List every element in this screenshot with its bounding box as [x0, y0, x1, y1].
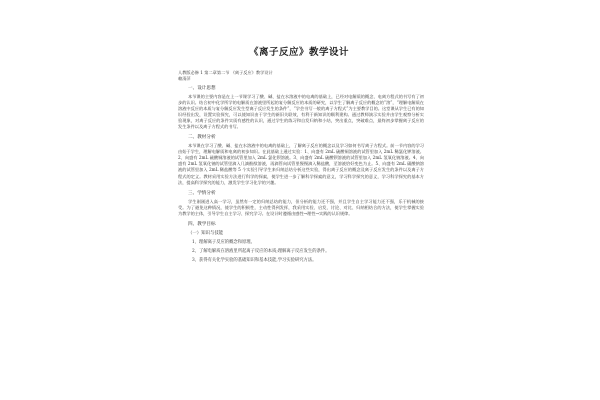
section-heading-textbook: 二、教材分析 — [188, 135, 216, 141]
section-paragraph-textbook: 本节课在学习了酸、碱、盐在水溶液中的电离的基础上，了解离子反应的概念以及学习如何书写离子方程式。前一节内容的学习由始于学生，理解电解质和电离的初步知识。在此基础上通过实验：1、向盛有 2mL 硫酸铜溶液的试管里加入 2mL 稀氯化钾溶液。2、向盛有 2mL 硫酸铜溶液的试管里加入 2mL 氯化钡溶液。3、向盛有 2mL 硫酸钡溶液的试管里加入 2mL 氢氧化钠溶液。4、向盛有 2mL 氢氧化钠的试管里滴入几滴酚酞溶液，再滴管向试管里慢慢滴入稀盐酸，至溶液恰好变色为止。5、向盛有 2mL 碳酸钠溶液的试管里加入 2mL 稀盐酸等 5 个实验引导学生来归纳总结分析这些实验，得出离子反应的概念及离子反应发生的条件以及离子方程式的定义。教材采用实验方法进行科学的探索，使学生进一步了解科学探索的意义，学习科学探究的意义，学习科学探究的基本方法，提高科学探究的能力，激发学生学习化学的兴趣。 — [178, 143, 424, 185]
section-heading-goals: 四、教学目标 — [188, 221, 216, 227]
section-paragraph-students: 学生刚刚进入高一学习，虽然有一定的归纳总结的能力，但分析的能力还不强，并且学生自主学习能力还不强，乐于机械的接受。为了避免这种情况，使学生的积极性，主动性得到发挥，我采用实验、启发、讨论、对比、归纳相结合的方法，使学生掌握实验为教学的主体，引导学生自主学习、探究学习。在设计时遵循由感性→理性→实践的认识规律。 — [178, 198, 424, 216]
document-subtitle: 人教版必修 1 第二章第二节 《离子反应》教学设计 — [178, 70, 273, 75]
goal-item: 1、理解离子反应的概念和原理。 — [192, 239, 255, 245]
section-paragraph-design: 本节课的主要内容是在上一节课学习了酸、碱、盐在水溶液中的电离的基础上，已经对电解质的概念、电离方程式的书写有了初步的认识。结合初中化学所学的电解质在溶液里所起的复分解反应的本质的研究，以学生了解离子反应的概念的“溶”，“理解电解质在溶液中反应的本质与复分解反应发生型离子反应发生的条件”，“学会书写一般的离子方程式”为主要教学目的。这堂课从学生已有的知识经验出发，设置实验探究，可以使知识由于学生的新旧关联效，有利于新知识的顺利建构。通过教师演示实验并由学生观察分析实验现象，对离子反应的条件实质有感性的认识，通过学生的练习和自发归纳和小结，突出重点，突破难点，最终初步掌握离子反应的发生条件以及离子方程式的书写。 — [178, 94, 424, 130]
document-body — [174, 44, 424, 267]
document-author: 赖清萍 — [178, 76, 191, 81]
section-heading-design: 一、设计思想 — [188, 86, 216, 91]
section-heading-students: 三、学情分析 — [188, 190, 216, 196]
goal-item: 2、了解电解质在溶液里所起离子反应的本质;理解离子反应发生的条件。 — [192, 248, 330, 254]
goals-subheading: （一）知识与技能 — [188, 230, 224, 236]
document-title: 《离子反应》教学设计 — [248, 47, 349, 58]
goal-item: 3、获得有关化学实验的基础知识和基本技能,学习实验研究方法。 — [192, 257, 317, 263]
